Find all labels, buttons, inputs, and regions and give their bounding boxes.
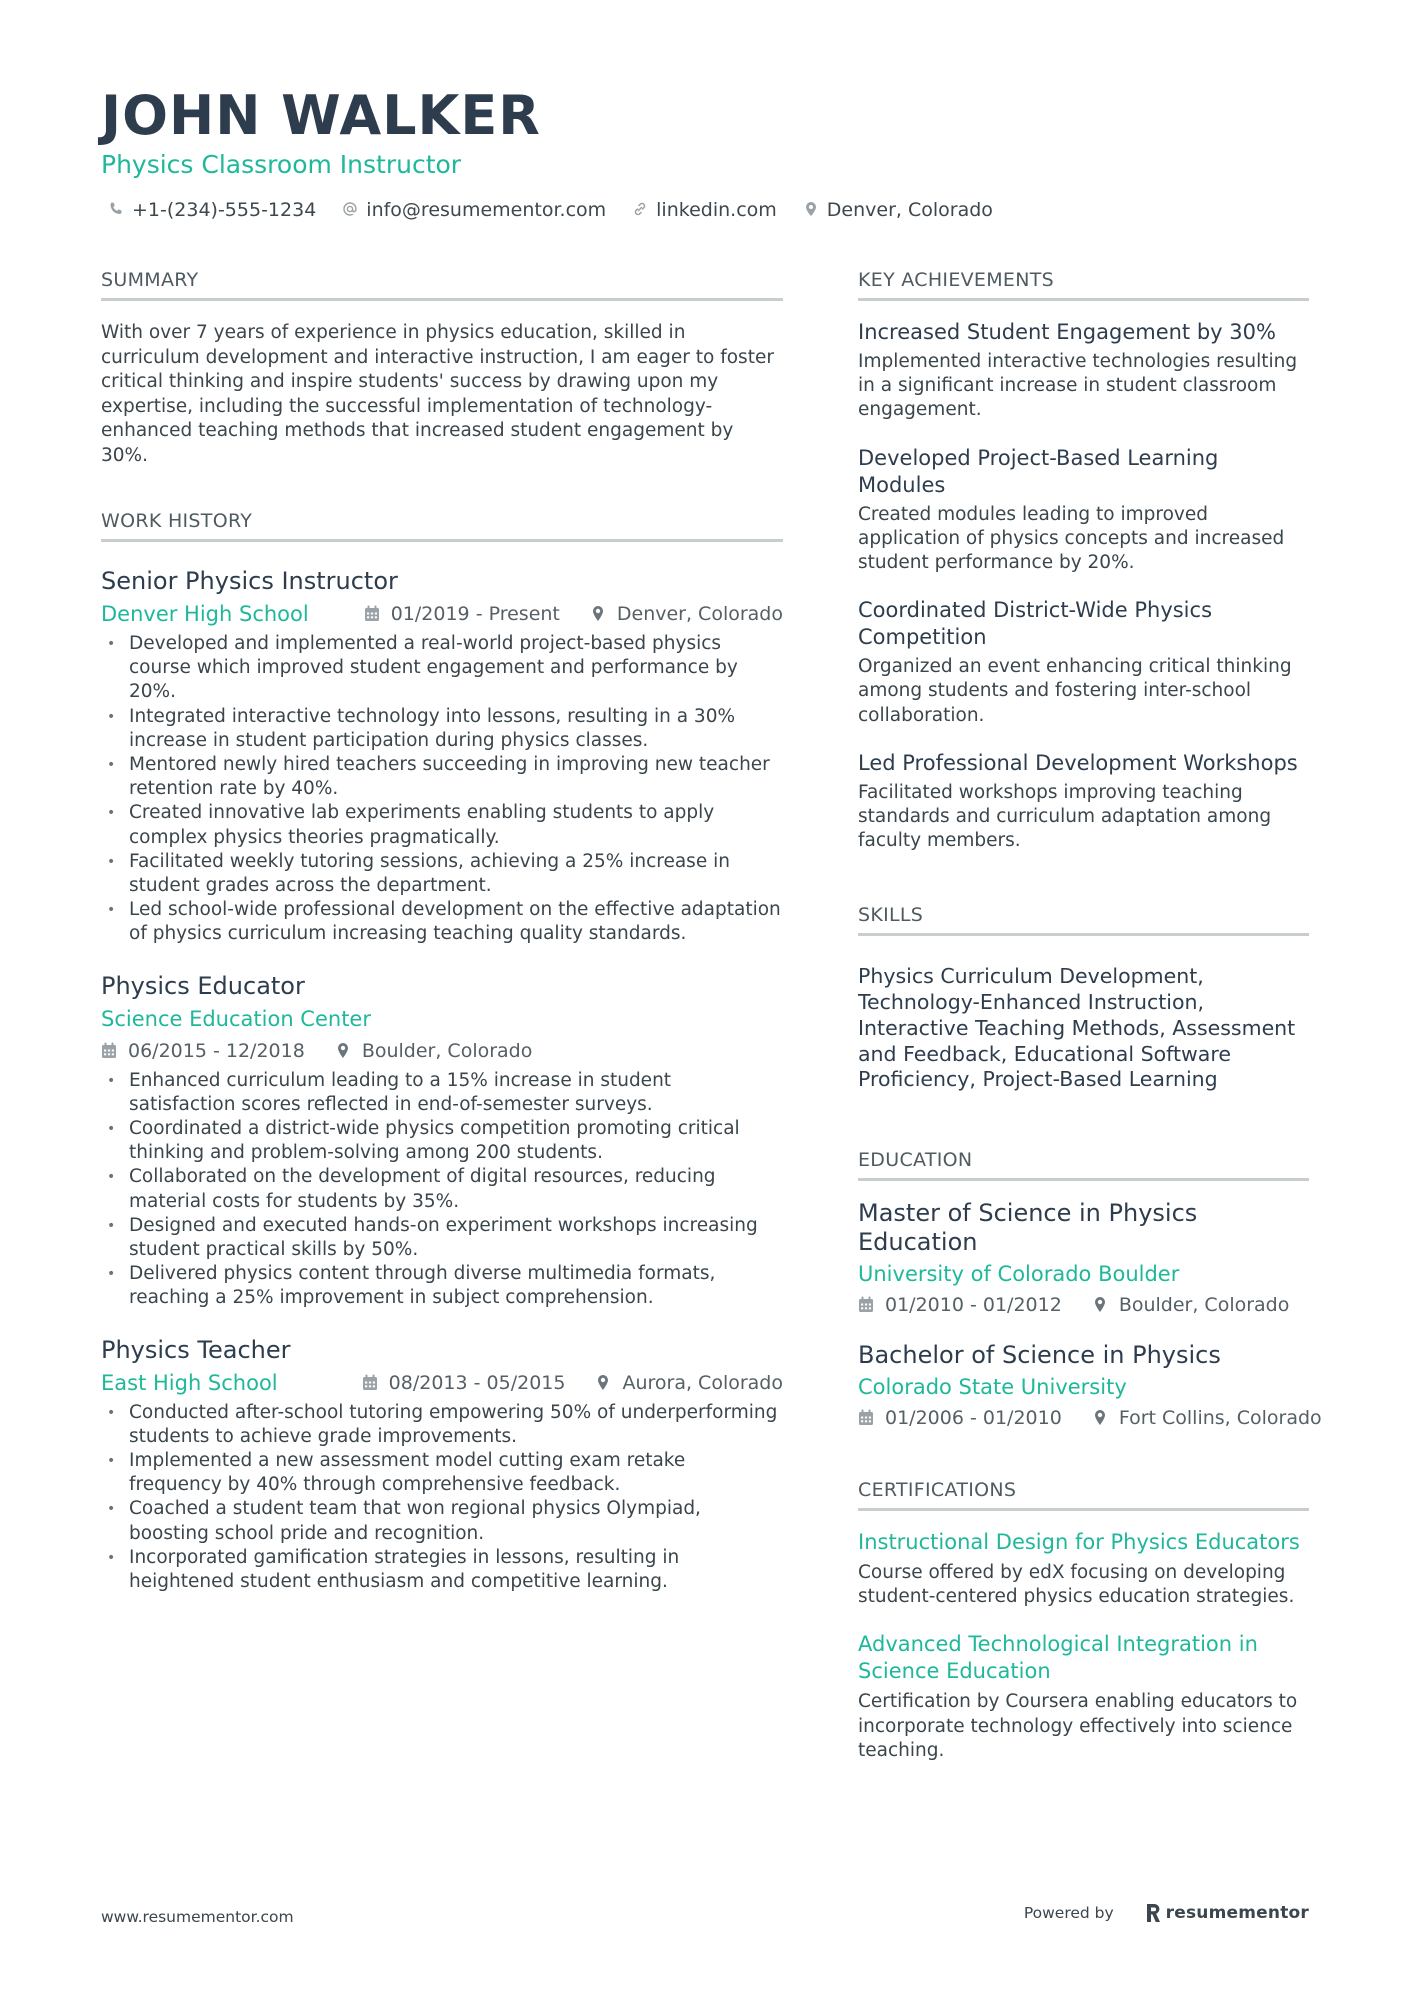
job-dates <box>101 1037 305 1065</box>
contact-phone[interactable] <box>108 199 316 221</box>
education-item <box>858 1199 1309 1319</box>
education-dates <box>858 1404 1062 1432</box>
company-name: East High School <box>101 1370 278 1395</box>
list-item: • Created innovative lab experiments enabling students to apply complex physics theories pragmatically. <box>101 801 783 849</box>
company-name: Denver High School <box>101 602 309 626</box>
summary-section <box>101 268 783 468</box>
list-item: • Coordinated a district-wide physics competition promoting critical thinking and problem-solving among 200 students. <box>101 1117 783 1165</box>
location-text: Aurora, Colorado <box>622 1371 783 1394</box>
location-pin-icon <box>595 1374 613 1392</box>
contact-location <box>803 199 993 221</box>
job-meta-row <box>101 1005 783 1065</box>
list-item: • Implemented a new assessment model cutting exam retake frequency by 40% through comprehensive feedback. <box>101 1449 783 1497</box>
dates-text: 01/2019 - Present <box>390 603 560 625</box>
calendar-icon <box>362 1374 380 1392</box>
list-item: • Coached a student team that won regional physics Olympiad, boosting school pride and recognition. <box>101 1497 783 1545</box>
achievement-item <box>858 319 1309 423</box>
list-item: • Developed and implemented a real-world project-based physics course which improved student engagement and performance by 20%. <box>101 632 783 705</box>
achievement-desc: Created modules leading to improved application of physics concepts and increased student performance by 20%. <box>858 503 1285 574</box>
phone-text: +1-(234)-555-1234 <box>132 199 317 221</box>
summary-heading: SUMMARY <box>101 268 783 301</box>
list-item: • Integrated interactive technology into lessons, resulting in a 30% increase in student participation during physics classes. <box>101 705 783 753</box>
work-history-heading: WORK HISTORY <box>101 509 783 542</box>
job-meta <box>362 1369 783 1397</box>
job-location <box>590 600 783 628</box>
job-entry <box>101 971 783 1311</box>
school-name: University of Colorado Boulder <box>858 1261 1180 1286</box>
certification-title: Instructional Design for Physics Educators <box>858 1529 1300 1554</box>
work-history-section <box>101 509 783 1594</box>
degree-title: Bachelor of Science in Physics <box>858 1340 1221 1369</box>
list-item: • Led school-wide professional development on the effective adaptation of physics curriculum increasing teaching quality standards. <box>101 898 783 946</box>
job-location <box>335 1037 533 1065</box>
resumementor-logo-icon <box>1144 1902 1162 1924</box>
list-item: • Enhanced curriculum leading to a 15% increase in student satisfaction scores reflected in end-of-semester surveys. <box>101 1069 783 1117</box>
job-bullets <box>101 1069 783 1311</box>
email-text: info@resumementor.com <box>366 199 607 221</box>
powered-by-label: Powered by <box>1023 1904 1114 1922</box>
achievement-title: Developed Project-Based Learning Modules <box>858 445 1219 497</box>
dates-text: 08/2013 - 05/2015 <box>388 1371 566 1394</box>
location-pin-icon <box>803 201 821 219</box>
contact-bar <box>108 199 1019 221</box>
job-dates <box>364 600 560 628</box>
education-meta <box>858 1404 1322 1432</box>
job-meta-row <box>101 600 783 628</box>
list-item: • Mentored newly hired teachers succeeding in improving new teacher retention rate by 40%. <box>101 753 783 801</box>
achievement-title: Increased Student Engagement by 30% <box>858 320 1276 344</box>
job-entry <box>101 566 783 947</box>
candidate-role: Physics Classroom Instructor <box>101 150 462 179</box>
achievement-item <box>858 597 1309 728</box>
job-title: Physics Educator <box>101 971 305 1000</box>
location-text: Denver, Colorado <box>616 603 783 625</box>
at-icon <box>342 201 360 219</box>
location-text: Boulder, Colorado <box>361 1039 533 1062</box>
job-location <box>595 1369 783 1397</box>
skills-text: Physics Curriculum Development, Technology-Enhanced Instruction, Interactive Teaching Methods, Assessment and Feedback, Educational Software Proficiency, Project-Based Learning <box>858 964 1296 1092</box>
job-entry <box>101 1335 783 1595</box>
calendar-icon <box>101 1042 119 1060</box>
job-meta <box>364 600 783 628</box>
location-pin-icon <box>335 1042 353 1060</box>
job-meta <box>101 1037 783 1065</box>
achievement-desc: Organized an event enhancing critical thinking among students and fostering inter-school collaboration. <box>858 656 1292 726</box>
education-meta <box>858 1291 1309 1319</box>
education-heading: EDUCATION <box>858 1148 1309 1181</box>
achievement-desc: Implemented interactive technologies resulting in a significant increase in student classroom engagement. <box>858 351 1298 421</box>
link-icon <box>632 201 650 219</box>
dates-text: 06/2015 - 12/2018 <box>128 1039 305 1062</box>
linkedin-text: linkedin.com <box>656 199 777 221</box>
job-title: Senior Physics Instructor <box>101 567 398 595</box>
right-column <box>858 268 1322 1763</box>
calendar-icon <box>364 605 382 623</box>
degree-title: Master of Science in Physics Education <box>858 1198 1198 1256</box>
certifications-section <box>858 1478 1309 1763</box>
education-section <box>858 1148 1322 1432</box>
certification-item <box>858 1529 1309 1609</box>
achievement-title: Led Professional Development Workshops <box>858 750 1298 775</box>
achievements-heading: KEY ACHIEVEMENTS <box>858 268 1309 301</box>
achievement-desc: Facilitated workshops improving teaching standards and curriculum adaptation among faculty members. <box>858 781 1272 852</box>
candidate-name: JOHN WALKER <box>101 84 541 147</box>
job-title: Physics Teacher <box>101 1335 291 1364</box>
footer-website[interactable]: www.resumementor.com <box>101 1908 294 1926</box>
dates-text: 01/2010 - 01/2012 <box>885 1293 1062 1316</box>
location-pin-icon <box>590 605 608 623</box>
certification-title: Advanced Technological Integration in Science Education <box>858 1632 1258 1684</box>
location-text: Denver, Colorado <box>826 199 993 221</box>
footer-branding <box>1024 1902 1309 1924</box>
job-dates <box>362 1369 566 1397</box>
achievement-item <box>858 750 1309 854</box>
list-item: • Collaborated on the development of digital resources, reducing material costs for students by 35%. <box>101 1165 783 1213</box>
list-item: • Conducted after-school tutoring empowering 50% of underperforming students to achieve grade improvements. <box>101 1401 783 1449</box>
dates-text: 01/2006 - 01/2010 <box>885 1406 1062 1429</box>
list-item: • Designed and executed hands-on experiment workshops increasing student practical skills by 50%. <box>101 1214 783 1262</box>
certification-desc: Certification by Coursera enabling educators to incorporate technology effectively into science teaching. <box>858 1691 1298 1761</box>
certifications-heading: CERTIFICATIONS <box>858 1478 1309 1511</box>
location-text: Boulder, Colorado <box>1118 1293 1290 1316</box>
education-dates <box>858 1291 1062 1319</box>
job-bullets <box>101 632 783 947</box>
job-bullets <box>101 1401 783 1595</box>
achievements-section <box>858 268 1309 853</box>
skills-section <box>858 903 1309 1093</box>
achievement-item <box>858 445 1309 576</box>
summary-text: With over 7 years of experience in physics education, skilled in curriculum development and interactive instruction, I am eager to foster critical thinking and inspire students' success by drawing upon my expertise, including the successful implementation of technology-enhanced teaching methods that increased student engagement by 30%. <box>101 322 774 466</box>
phone-icon <box>108 201 126 219</box>
location-pin-icon <box>1092 1409 1110 1427</box>
contact-linkedin[interactable] <box>632 199 777 221</box>
school-name: Colorado State University <box>858 1374 1127 1399</box>
job-meta-row <box>101 1369 783 1397</box>
left-column <box>101 268 783 1594</box>
location-pin-icon <box>1092 1296 1110 1314</box>
skills-heading: SKILLS <box>858 903 1309 936</box>
education-item <box>858 1340 1322 1432</box>
calendar-icon <box>858 1409 876 1427</box>
location-text: Fort Collins, Colorado <box>1118 1406 1322 1429</box>
list-item: • Delivered physics content through diverse multimedia formats, reaching a 25% improvement in subject comprehension. <box>101 1262 783 1310</box>
contact-email[interactable] <box>342 199 606 221</box>
education-location <box>1092 1404 1322 1432</box>
achievement-title: Coordinated District-Wide Physics Competition <box>858 598 1213 650</box>
brand-name[interactable]: resumementor <box>1165 1903 1309 1923</box>
certification-desc: Course offered by edX focusing on developing student-centered physics education strategies. <box>858 1561 1295 1608</box>
company-name: Science Education Center <box>101 1006 371 1031</box>
list-item: • Facilitated weekly tutoring sessions, achieving a 25% increase in student grades across the department. <box>101 850 783 898</box>
list-item: • Incorporated gamification strategies in lessons, resulting in heightened student enthusiasm and competitive learning. <box>101 1546 783 1594</box>
certification-item <box>858 1631 1309 1763</box>
calendar-icon <box>858 1296 876 1314</box>
education-location <box>1092 1291 1290 1319</box>
